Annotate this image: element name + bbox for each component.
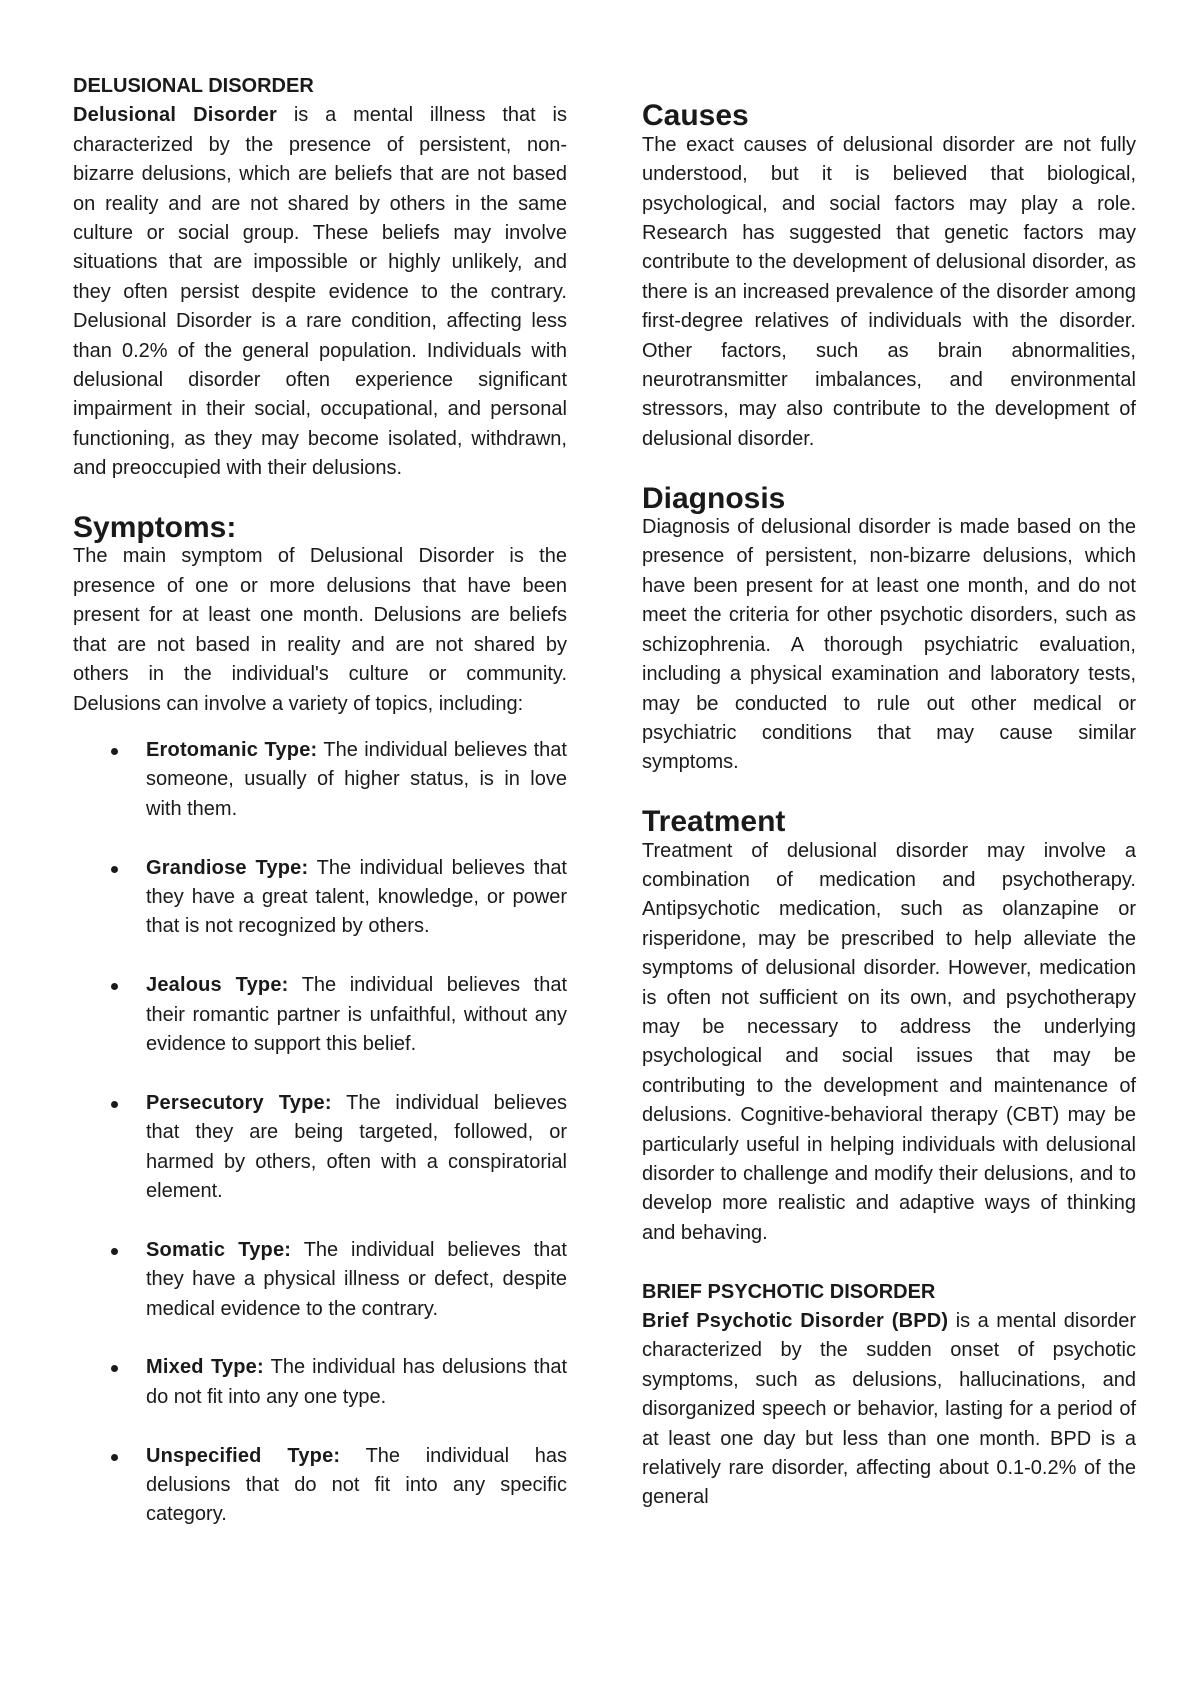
- list-item: [73, 1442, 567, 1530]
- type-text: The individual believes that they are being targeted, followed, or harmed by others, often with a conspiratorial element.: [146, 1091, 567, 1202]
- delusion-types-list: [73, 736, 567, 1530]
- intro-text: is a mental illness that is characterized by the presence of persistent, non-bizarre delusions, which are beliefs that are not based on reality and are not shared by others in the same culture or social group. These beliefs may involve situations that are impossible or highly unlikely, and they often persist despite evidence to the contrary. Delusional Disorder is a rare condition, affecting less than 0.2% of the general population. Individuals with delusional disorder often experience significant impairment in their social, occupational, and personal functioning, as they may become isolated, withdrawn, and preoccupied with their delusions.: [73, 104, 567, 480]
- left-column: [73, 72, 567, 1559]
- type-term: Grandiose Type:: [146, 856, 309, 879]
- list-item: [73, 854, 567, 942]
- list-item: [73, 1353, 567, 1412]
- bullet-icon: [111, 1454, 118, 1461]
- type-term: Persecutory Type:: [146, 1091, 332, 1114]
- diagnosis-heading: Diagnosis: [642, 481, 786, 515]
- type-text: The individual believes that they have a great talent, knowledge, or power that is not recognized by others.: [146, 856, 567, 938]
- list-item: [73, 736, 567, 824]
- causes-paragraph: The exact causes of delusional disorder are not fully understood, but it is believed that biological, psychological, and social factors may play a role. Research has suggested that genetic factors may contribute to the development of delusional disorder, as there is an increased prevalence of the disorder among first-degree relatives of individuals with the disorder. Other factors, such as brain abnormalities, neurotransmitter imbalances, and environmental stressors, may also contribute to the development of delusional disorder.: [642, 133, 1136, 450]
- list-item: [73, 1089, 567, 1207]
- symptoms-paragraph: The main symptom of Delusional Disorder is the presence of one or more delusions that have been present for at least one month. Delusions are beliefs that are not based in reality and are not shared by others in the individual's culture or community. Delusions can involve a variety of topics, including:: [73, 545, 567, 715]
- type-term: Mixed Type:: [146, 1356, 264, 1379]
- list-item: [73, 971, 567, 1059]
- type-term: Jealous Type:: [146, 974, 289, 997]
- list-item: [73, 1236, 567, 1324]
- type-text: The individual believes that they have a physical illness or defect, despite medical evidence to the contrary.: [146, 1238, 567, 1320]
- type-text: The individual believes that their romantic partner is unfaithful, without any evidence to support this belief.: [146, 974, 567, 1055]
- type-term: Unspecified Type:: [146, 1444, 341, 1467]
- bullet-icon: [111, 1365, 118, 1372]
- bullet-icon: [111, 1248, 118, 1255]
- bullet-icon: [111, 983, 118, 990]
- intro-paragraph: [73, 101, 567, 483]
- bullet-icon: [111, 1101, 118, 1108]
- intro-term: Delusional Disorder: [73, 104, 278, 127]
- treatment-paragraph: Treatment of delusional disorder may involve a combination of medication and psychotherapy. Antipsychotic medication, such as olanzapine or risperidone, may be prescribed to help alleviate the symptoms of delusional disorder. However, medication is often not sufficient on its own, and psychotherapy may be necessary to address the underlying psychological and social issues that may be contributing to the development and maintenance of delusions. Cognitive-behavioral therapy (CBT) may be particularly useful in helping individuals with delusional disorder to challenge and modify their delusions, and to develop more realistic and adaptive ways of thinking and behaving.: [642, 839, 1136, 1244]
- bpd-text: is a mental disorder characterized by the sudden onset of psychotic symptoms, such as delusions, hallucinations, and disorganized speech or behavior, lasting for a period of at least one day but less than one month. BPD is a relatively rare disorder, affecting about 0.1-0.2% of the general: [642, 1310, 1137, 1509]
- bpd-term: Brief Psychotic Disorder (BPD): [642, 1310, 949, 1332]
- diagnosis-paragraph: Diagnosis of delusional disorder is made based on the presence of persistent, non-bizarre delusions, which have been present for at least one month, and do not meet the criteria for other psychotic disorders, such as schizophrenia. A thorough psychiatric evaluation, including a physical examination and laboratory tests, may be conducted to rule out other medical or psychiatric conditions that may cause similar symptoms.: [642, 516, 1136, 774]
- type-text: The individual has delusions that do not fit into any specific category.: [146, 1444, 568, 1526]
- type-term: Somatic Type:: [146, 1238, 292, 1261]
- type-text: The individual has delusions that do not fit into any one type.: [146, 1356, 568, 1408]
- type-text: The individual believes that someone, usually of higher status, is in love with them.: [146, 738, 567, 820]
- type-term: Erotomanic Type:: [146, 738, 318, 761]
- causes-heading: Causes: [642, 99, 749, 133]
- bpd-paragraph: [642, 1307, 1136, 1513]
- treatment-heading: Treatment: [642, 805, 786, 839]
- symptoms-heading: Symptoms:: [73, 511, 237, 545]
- section-title-brief-psychotic-disorder: BRIEF PSYCHOTIC DISORDER: [642, 1280, 936, 1303]
- bullet-icon: [111, 866, 118, 873]
- section-title-delusional-disorder: DELUSIONAL DISORDER: [73, 75, 314, 97]
- bullet-icon: [111, 748, 118, 755]
- right-column: [642, 72, 1136, 1513]
